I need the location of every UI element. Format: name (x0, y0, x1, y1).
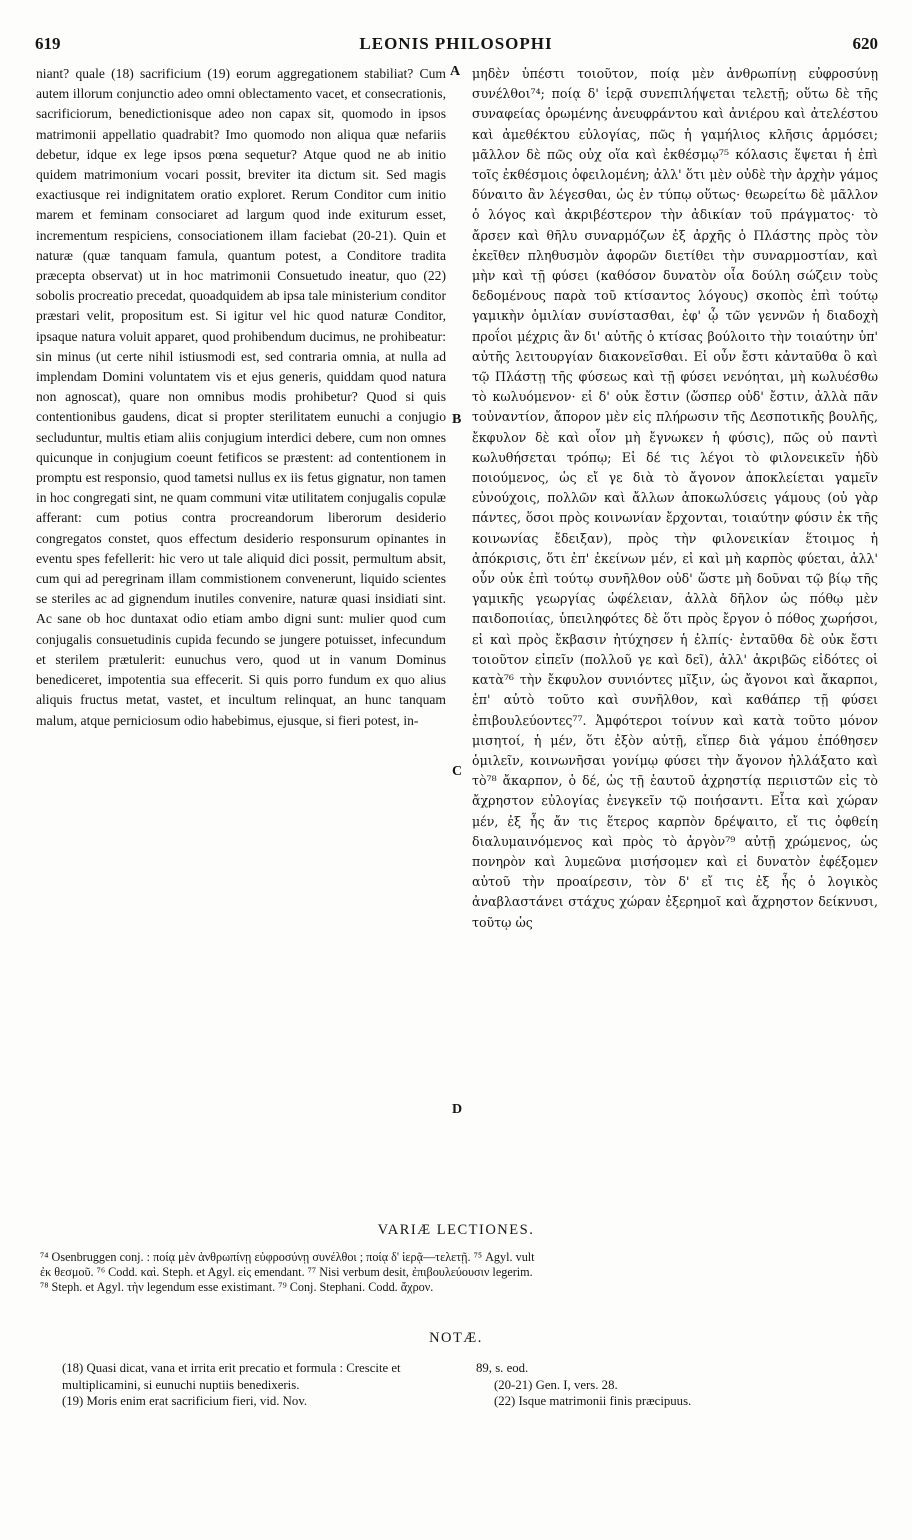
latin-text: niant? quale (18) sacrificium (19) eorum aggregationem stabiliat? Cum autem illorum conjunctio adeo omni oblectamento vacet, et consecrationis, sacrificiorum, benedictionisque adeo non capax sit, quomodo in ipsos matrimonii appellatio quadrabit? Imo quomodo non aliqua quæ nefariis debetur, idque ex lege ipsos pœna sequetur? Atque quod ne ab initio quidem matrimonium vocari possit, breviter ita dictum sit. Sed magis exactiusque rei indignitatem oratio exploret. Rerum Conditor cum initio marem et feminam consociaret ad largum quod inde exiturum esset, incrementum respiciens, consociationem illam faciebat (20-21). Quin et naturæ (quæ tanquam famula, quantum potest, a Conditore tradita præcepta observat) ut in hoc matrimonii Consuetudo ineatur, quo (22) sobolis procreatio precedat, quoadquidem ab ipsa tale ministerium conditor præstari velit, propositum est. Si igitur vel hic quod naturæ Conditor, ipsaque natura voluit apparet, quod prohibendum ducimus, ne prohibeatur: sin minus (ut certe nihil istiusmodi est, sed contraria omnia, at nulla ad implendam Domini voluntatem vis et ejus generis, quiddam quod natura non agnoscat), quare non omnibus modis prohibetur? Quod si quis contentionibus gaudens, dicat si propter sterilitatem eunuchi a conjugio secluduntur, multis etiam aliis conjugium interdici debere, cum non omnes quicunque in conjugium coeunt fetificos se præstent: ad contentionem in promptu est responsio, quod tametsi nullus ex iis fetus gignatur, non tamen in hoc congregati sint, ne quam communi vitæ utilitatem conjugalis copulæ afferant: cum potius contra procreandorum liberorum desiderio congregatos constet, quos effectum desiderio responsurum opinantes in eventu spes fefellerit: hic vero ut tale aliquid dici possit, permultum absit, cum qui ad peregrinam illam commistionem convenerunt, liquido scientes se steriles ac ad gignendum inutiles convenire, naturæ quasi insidiati sint. Ac sane ob hoc duntaxat odio etiam ambo digni sunt: mulier quod cum conjugalis consuetudinis cupida fecundo se jungere potuisset, infecundum et sterilem prætulerit: eunuchus vero, quod ut in vanum Dominus benediceret, impotentia sua effecerit. Si quis porro fundum ex quo alius aliquis fructus metat, vastet, et incultum relinquat, an hunc tanquam malum, atque perniciosum odio habebimus, ejusque, si fieri potest, in- (36, 66, 446, 728)
note-19-continued: 89, s. eod. (476, 1361, 529, 1375)
notes-right-column (476, 1360, 876, 1410)
margin-letter-d: D (452, 1102, 463, 1117)
margin-letter-c: C (452, 764, 463, 779)
page-number-right: 620 (852, 34, 878, 53)
page-header (0, 0, 912, 60)
note-19: (19) Moris enim erat sacrificium fieri, vid. Nov. (62, 1394, 308, 1408)
variae-line: ἐκ θεσμοῦ. ⁷⁶ Codd. καὶ. Steph. et Agyl. εἰς emendant. ⁷⁷ Nisi verbum desit, ἐπιβουλεύουσιν legerim. (40, 1265, 533, 1279)
note-22: (22) Isque matrimonii finis præcipuus. (494, 1394, 692, 1408)
greek-text: μηδὲν ὑπέστι τοιοῦτον, ποίᾳ μὲν ἀνθρωπίνῃ εὐφροσύνῃ συνέλθοι⁷⁴; ποίᾳ δ' ἱερᾷ συνεπιλήψεται τελετῇ; οὕτω δὲ τῆς συναφείας ὁρωμένης ἀνευφράντου καὶ ἀνιέρου καὶ ἀτελέστου καὶ ἀμεθέκτου εὐλογίας, πῶς ἡ γαμήλιος κλῆσις ἁρμόσει; μᾶλλον δὲ πῶς οὐχ οἵα καὶ ἐκθέσμῳ⁷⁵ κόλασις ἕψεται ἡ ἐπὶ τοῖς ἐκθέσμοις ὀφειλομένη; ἀλλ' ὅτι μὲν οὐδὲ τὴν ἀρχὴν γάμος δύναιτο ἂν λέγεσθαι, ὡς ἐν τύπῳ οὕτως· θεωρείτω δὲ μᾶλλον ὁ λόγος καὶ ἀκριβέστερον τὴν ἀδικίαν τοῦ πράγματος· τὸ ἄρσεν καὶ θῆλυ συναρμόζων ἐξ ἀρχῆς ὁ Πλάστης πρὸς τὸν ἐκεῖθεν πληθυσμὸν ἀφορῶν διετίθει τὴν συναρμοστίαν, καὶ μὴν καὶ τῇ φύσει (καθόσον δυνατὸν οἷα δούλη σώζειν τοὺς δεδομένους παρὰ τοῦ κτίσαντος λόγους) σκοπὸς ἐπὶ τούτῳ γαμικὴν ὁμιλίαν συνίστασθαι, ἐφ' ᾧ τῶν γεννῶν ἡ διαδοχὴ προΐοι μέχρις ἂν δι' αὐτῆς ὁ κτίσας βούλοιτο τὴν τοιαύτην ὑπ' αὐτῆς λειτουργίαν διακονεῖσθαι. Εἰ οὖν ἔστι κἀνταῦθα ὃ καὶ τῷ Πλάστῃ τῆς φύσεως καὶ τῇ φύσει νενόηται, μὴ κωλυέσθω τὸ κωλυόμενον· εἰ δ' οὐκ ἔστιν (ὥσπερ οὐδ' ἔστιν, ἀλλὰ πᾶν τοὐναντίον, ἄπορον μὲν εἰς πλήρωσιν τῆς Δεσποτικῆς βουλῆς, ἔκφυλον δὲ καὶ οἷον μὴ ἔγνωκεν ἡ φύσις), πῶς οὐ παντὶ κωλυθήσεται τρόπῳ; Εἰ δέ τις λέγοι τὸ φιλονεικεῖν ἡδὺ ποιούμενος, ὡς εἴ γε διὰ τὸ ἄγονον ἀποκλείεται γαμεῖν εὐνούχοις, πολλῶν καὶ ἄλλων ἀποκωλύσεις γάμους (οὐ γὰρ πάντες, ὅσοι πρὸς κοινωνίαν ἔρχονται, τοιαύτην φύσιν ἐκ τῆς κοινωνίας ἔδειξαν), πρὸς τὴν φιλονεικίαν ἕτοιμος ἡ ἀπόκρισις, ὅτι ἐπ' ἐκείνων μέν, εἰ καὶ μὴ καρπὸς φύεται, ἀλλ' οὖν οὐκ ἐπὶ τούτῳ συνῆλθον οὐδ' ὥστε μὴ δοῦναι τῷ βίῳ τῆς γαμικῆς γεωργίας ὠφέλειαν, ἀλλὰ δῆλον ὡς πόθῳ μὲν παιδοποιίας, ὑπειληφότες δὲ ὅτι πρὸς ἔργον ὁ πόθος χωρήσοι, εἰ καὶ πρὸς ἔκβασιν ἠτύχησεν ἡ ἐλπίς· ἐνταῦθα δὲ οὐκ ἔστι τοιοῦτον εἰπεῖν (πολλοῦ γε καὶ δεῖ), ἀλλ' ἀκριβῶς εἰδότες οἱ κατὰ⁷⁶ τὴν ἔκφυλον συνιόντες μῖξιν, ὡς ἄγονοι καὶ ἄκαρποι, ἐπ' αὐτὸ τοῦτο καὶ συνῆλθον, καὶ καθάπερ τῇ φύσει ἐπιβουλεύοντες⁷⁷. Ἀμφότεροι τοίνυν καὶ κατὰ τοῦτο μόνον μισητοί, ἡ μέν, ὅτι ἐξὸν αὐτῇ, εἴπερ διὰ γάμου ἐπόθησεν ὁμιλεῖν, κοινωνῆσαι γονίμῳ φύσει τὴν ἄγονον ἠλλάξατο καὶ τὸ⁷⁸ ἄκαρπον, ὁ δέ, ὡς τῇ ἑαυτοῦ ἀχρηστίᾳ περιιστῶν εἰς τὸ ἄχρηστον εὐλογίας ἐνεγκεῖν τῷ ποιήσαντι. Εἶτα καὶ χώραν μέν, ἐξ ἧς ἄν τις ἕτερος καρπὸν δρέψαιτο, εἴ τις ὀφθείη διαλυμαινόμενος καὶ πρὸς τὸ ἀργὸν⁷⁹ αὐτῇ χρώμενος, ὡς πονηρὸν καὶ λυμεῶνα μισήσομεν καὶ εἰ δυνατὸν ἐφέξομεν αὐτοῦ τὴν προαίρεσιν, τὸν δ' εἴ τις ἐξ ἧς ὁ λογικὸς ἀναβλαστάνει στάχυς χώραν ἐξερημοῖ καὶ ἄχρηστον δείκνυσι, τοῦτῳ ὡς (472, 66, 878, 930)
variae-line: ⁷⁴ Osenbruggen conj. : ποίᾳ μὲν ἀνθρωπίνῃ εὐφροσύνῃ συνέλθοι ; ποίᾳ δ' ἱερᾷ—τελετῇ. ⁷⁵ Agyl. vult (40, 1250, 535, 1264)
latin-column (36, 64, 446, 731)
note-18: (18) Quasi dicat, vana et irrita erit precatio et formula : Crescite et multiplicamini, si eunuchi nuptiis benedixeris. (62, 1361, 401, 1392)
notae-title: NOTÆ. (429, 1330, 483, 1346)
variae-lectiones-title: VARIÆ LECTIONES. (377, 1222, 535, 1238)
margin-letter-b: B (452, 412, 462, 427)
variae-lectiones (40, 1250, 880, 1295)
note-20-21: (20-21) Gen. I, vers. 28. (494, 1377, 618, 1392)
running-title: LEONIS PHILOSOPHI (359, 34, 553, 53)
variae-line: ⁷⁸ Steph. et Agyl. τὴν legendum esse existimant. ⁷⁹ Conj. Stephani. Codd. ἄχρον. (40, 1280, 434, 1294)
notes-left-column (62, 1360, 450, 1410)
greek-column (472, 64, 878, 933)
margin-letter-a: A (450, 64, 461, 79)
page-number-left: 619 (35, 34, 61, 53)
